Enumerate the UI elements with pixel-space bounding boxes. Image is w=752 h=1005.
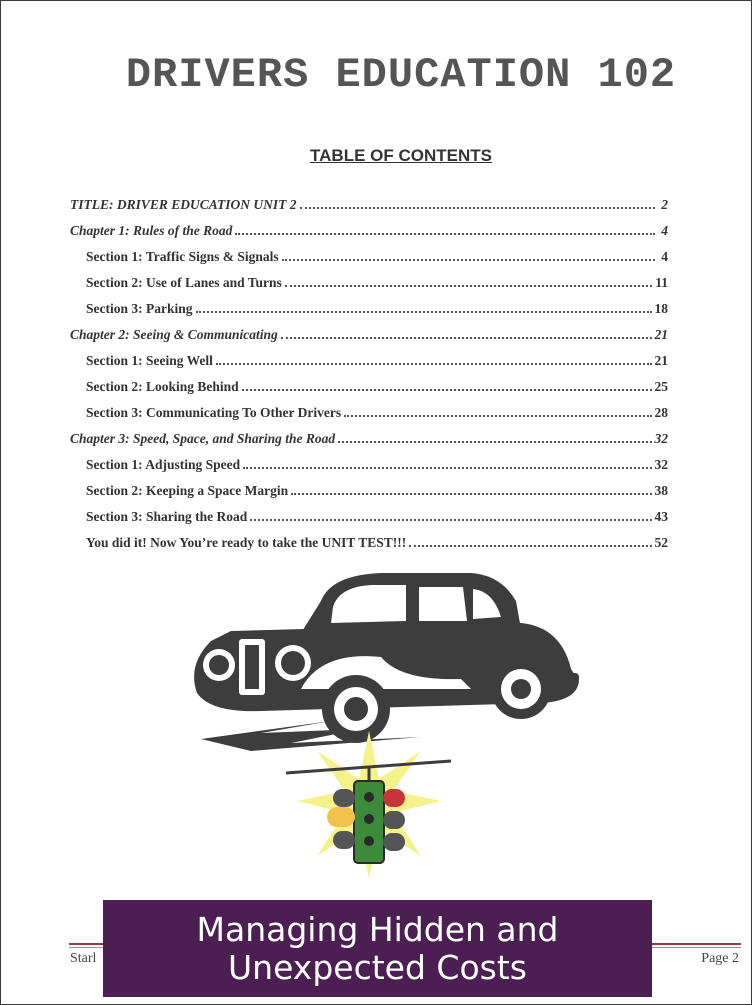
toc-page-number: 38 (654, 483, 668, 498)
toc-section-row (70, 247, 668, 273)
toc-chapter-row (70, 429, 668, 455)
toc-leader-dots (216, 351, 652, 365)
toc-section-row (70, 455, 668, 481)
toc-section-row (70, 377, 668, 403)
toc-chapter-row (70, 325, 668, 351)
toc-page-number: 11 (655, 275, 668, 290)
toc-page-number: 25 (654, 379, 668, 394)
illustration (1, 561, 751, 901)
toc-entry-label: Section 1: Seeing Well (86, 353, 213, 368)
toc-leader-dots (281, 325, 652, 339)
toc-page-number: 32 (654, 457, 668, 472)
toc-leader-dots (291, 481, 651, 495)
toc-page-number: 43 (654, 509, 668, 524)
toc-leader-dots (250, 507, 651, 521)
toc-section-row (70, 299, 668, 325)
toc-entry-label: Section 3: Communicating To Other Drivers (86, 405, 342, 420)
toc-leader-dots (409, 533, 651, 547)
toc-page-number: 52 (654, 535, 668, 550)
toc-heading: TABLE OF CONTENTS (310, 146, 492, 165)
page-number: Page 2 (701, 951, 739, 966)
toc-page-number: 21 (654, 353, 668, 368)
toc-chapter-row (70, 221, 668, 247)
toc-entry-label: Chapter 3: Speed, Space, and Sharing the Road (70, 431, 336, 446)
toc-page-number: 18 (654, 301, 668, 316)
toc-section-row (70, 351, 668, 377)
toc-page-number: 2 (661, 197, 668, 212)
toc-page-number: 21 (654, 327, 668, 342)
toc-entry-label: You did it! Now You’re ready to take the UNIT TEST!!! (86, 535, 407, 550)
toc-section-row (70, 403, 668, 429)
toc-entry-label: TITLE: DRIVER EDUCATION UNIT 2 (70, 197, 297, 212)
toc-entry-label: Section 1: Traffic Signs & Signals (86, 249, 279, 264)
toc-chapter-row (70, 195, 668, 221)
toc-section-row (70, 507, 668, 533)
toc-page-number: 28 (654, 405, 668, 420)
table-of-contents (70, 195, 668, 559)
toc-entry-label: Section 3: Sharing the Road (86, 509, 248, 524)
toc-leader-dots (285, 273, 652, 287)
caption-banner (103, 900, 652, 997)
traffic-light-icon (286, 731, 451, 879)
toc-entry-label: Chapter 1: Rules of the Road (70, 223, 233, 238)
toc-leader-dots (344, 403, 651, 417)
toc-page-number: 4 (661, 249, 668, 264)
toc-entry-label: Section 2: Looking Behind (86, 379, 239, 394)
toc-entry-label: Section 2: Keeping a Space Margin (86, 483, 289, 498)
toc-entry-label: Section 3: Parking (86, 301, 193, 316)
toc-leader-dots (242, 377, 652, 391)
footer-left-text: Starl (70, 951, 97, 966)
toc-section-row (70, 533, 668, 559)
toc-entry-label: Section 1: Adjusting Speed (86, 457, 241, 472)
toc-page-number: 32 (654, 431, 668, 446)
toc-section-row (70, 273, 668, 299)
toc-section-row (70, 481, 668, 507)
toc-entry-label: Chapter 2: Seeing & Communicating (70, 327, 278, 342)
toc-entry-label: Section 2: Use of Lanes and Turns (86, 275, 282, 290)
toc-leader-dots (338, 429, 651, 443)
vintage-car-icon (194, 573, 579, 751)
toc-leader-dots (196, 299, 652, 313)
document-title: DRIVERS EDUCATION 102 (125, 51, 677, 99)
caption-text: Managing Hidden and Unexpected Costs (196, 909, 559, 987)
toc-leader-dots (235, 221, 655, 235)
toc-page-number: 4 (661, 223, 668, 238)
toc-leader-dots (300, 195, 655, 209)
toc-leader-dots (243, 455, 651, 469)
toc-leader-dots (282, 247, 655, 261)
